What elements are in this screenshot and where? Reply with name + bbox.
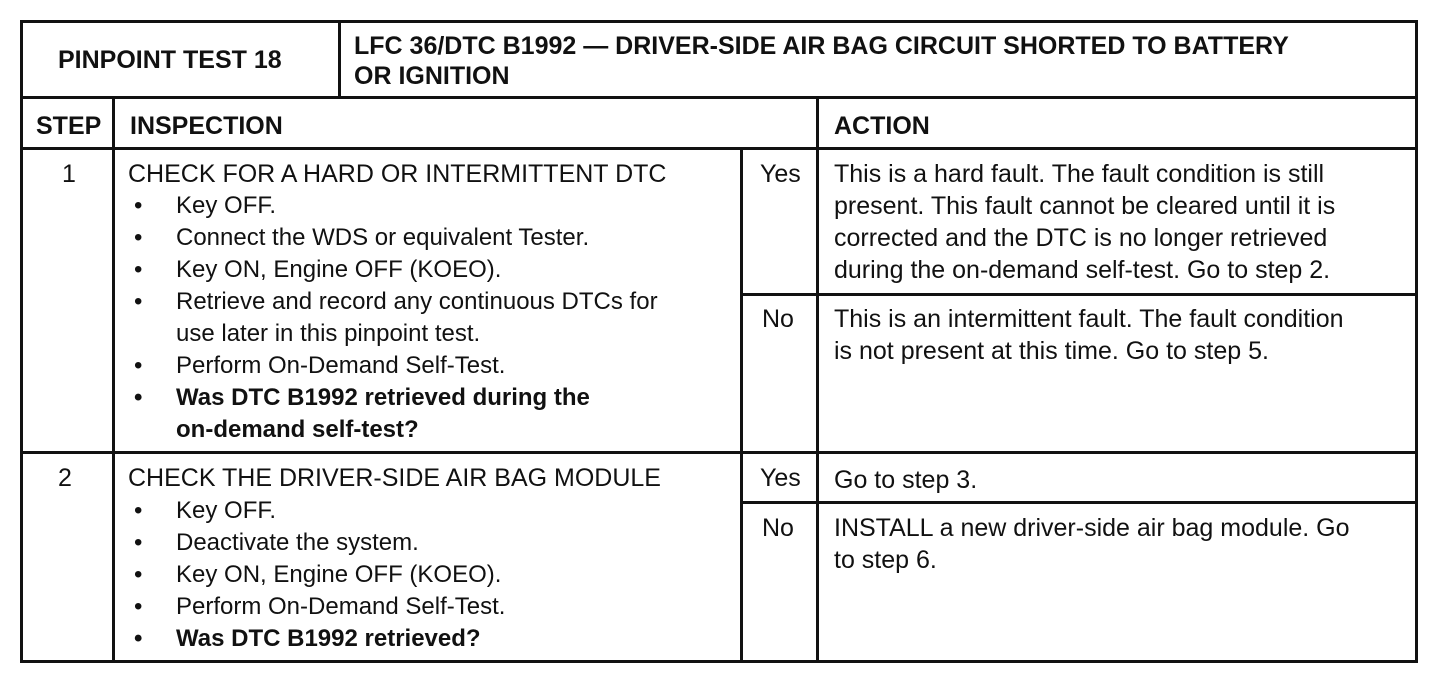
no-action-line: INSTALL a new driver-side air bag module. Go: [834, 514, 1350, 542]
inspection-list: [124, 190, 658, 446]
yes-action: [834, 158, 1335, 286]
yes-action: Go to step 3.: [834, 466, 978, 494]
header-title-divider: [338, 20, 341, 98]
no-action-line: This is an intermittent fault. The fault condition: [834, 305, 1344, 333]
pinpoint-test-label: PINPOINT TEST 18: [58, 46, 282, 74]
column-step: STEP: [36, 112, 102, 140]
inspection-item: • Key OFF.: [124, 190, 658, 222]
step-heading: CHECK THE DRIVER-SIDE AIR BAG MODULE: [128, 464, 661, 492]
step-divider: [20, 451, 1418, 454]
inspection-item: • Perform On-Demand Self-Test.: [124, 350, 658, 382]
column-inspection: INSPECTION: [130, 112, 283, 140]
test-title-line2: OR IGNITION: [354, 62, 510, 90]
no-action: [834, 512, 1350, 576]
step1-yes-no-divider: [742, 293, 1418, 296]
step-heading: CHECK FOR A HARD OR INTERMITTENT DTC: [128, 160, 667, 188]
action-column-divider: [816, 96, 819, 663]
inspection-question-line: Was DTC B1992 retrieved during the: [176, 384, 590, 411]
column-action: ACTION: [834, 112, 930, 140]
inspection-item: • Perform On-Demand Self-Test.: [124, 591, 505, 623]
yes-action-line: This is a hard fault. The fault condition is still: [834, 160, 1325, 188]
no-label: No: [762, 514, 794, 542]
inspection-item: • Key ON, Engine OFF (KOEO).: [124, 559, 505, 591]
yes-label: Yes: [760, 464, 801, 492]
header-divider: [20, 96, 1418, 99]
yes-action-line: present. This fault cannot be cleared until it is: [834, 192, 1336, 220]
inspection-list: [124, 495, 505, 655]
no-action-line: is not present at this time. Go to step 5.: [834, 337, 1269, 365]
inspection-item: • Key ON, Engine OFF (KOEO).: [124, 254, 658, 286]
inspection-question: [124, 382, 658, 446]
test-title-line1: LFC 36/DTC B1992 — DRIVER-SIDE AIR BAG CIRCUIT SHORTED TO BATTERY: [354, 32, 1289, 60]
step-column-divider: [112, 96, 115, 663]
step2-yes-no-divider: [742, 501, 1418, 504]
step-number: 2: [58, 464, 72, 492]
inspection-item: • Deactivate the system.: [124, 527, 505, 559]
inspection-question-line: on-demand self-test?: [176, 416, 419, 443]
inspection-item-line: Retrieve and record any continuous DTCs for: [176, 288, 658, 315]
inspection-item: [124, 286, 658, 350]
inspection-item: • Connect the WDS or equivalent Tester.: [124, 222, 658, 254]
yes-no-column-divider: [740, 147, 743, 663]
inspection-question: • Was DTC B1992 retrieved?: [124, 623, 505, 655]
yes-action-line: corrected and the DTC is no longer retrieved: [834, 224, 1328, 252]
no-action: [834, 303, 1344, 367]
column-header-divider: [20, 147, 1418, 150]
inspection-item: • Key OFF.: [124, 495, 505, 527]
inspection-item-line: use later in this pinpoint test.: [176, 320, 481, 347]
no-action-line: to step 6.: [834, 546, 937, 574]
yes-action-line: during the on-demand self-test. Go to step 2.: [834, 256, 1331, 284]
step-number: 1: [62, 160, 76, 188]
no-label: No: [762, 305, 794, 333]
yes-label: Yes: [760, 160, 801, 188]
